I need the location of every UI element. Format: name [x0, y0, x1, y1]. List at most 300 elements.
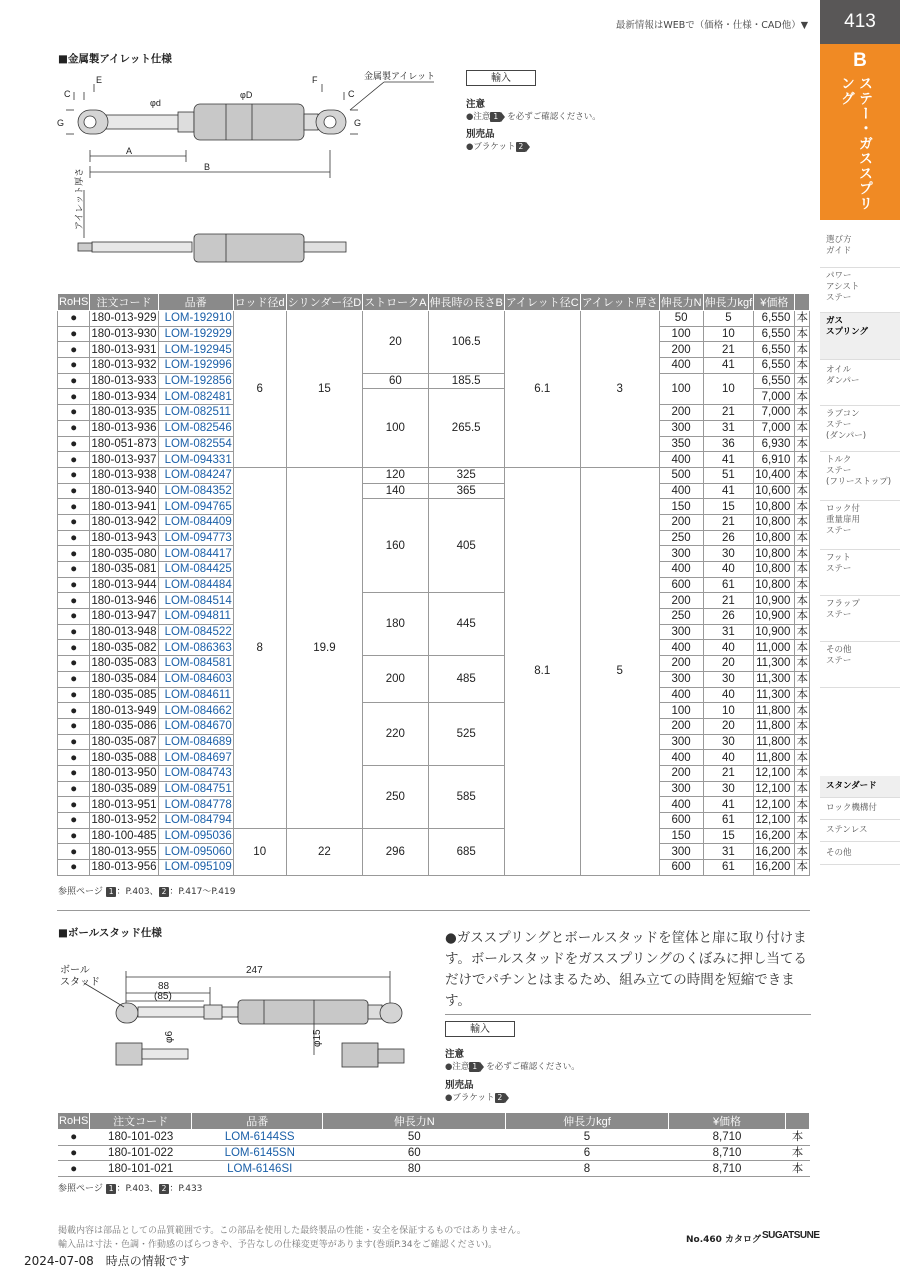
order-code: 180-013-937 [91, 453, 157, 466]
side-nav-item[interactable] [820, 406, 900, 452]
order-code: 180-035-089 [91, 782, 157, 795]
table-row [58, 483, 810, 499]
dim-85-label: (85) [154, 991, 172, 1002]
order-code: 180-013-932 [91, 359, 157, 372]
force-kgf: 21 [703, 593, 754, 609]
side-nav-line: ラブコン [826, 409, 860, 419]
unit: 本 [786, 1161, 810, 1177]
table-header: 伸長力N [659, 294, 703, 311]
force-n: 400 [659, 687, 703, 703]
table-row [58, 1145, 810, 1161]
order-code: 180-013-940 [91, 484, 157, 497]
part-number: LOM-192910 [158, 311, 233, 327]
stud-label: スタッド [60, 977, 100, 988]
price: 10,600 [754, 483, 795, 499]
extended-length: 485 [428, 656, 504, 703]
side-nav-item[interactable] [820, 313, 900, 360]
unit: 本 [796, 720, 808, 733]
unit: 本 [786, 1145, 810, 1161]
price: 6,550 [754, 342, 795, 358]
rohs-mark: ● [58, 452, 90, 468]
table-row [58, 499, 810, 515]
side-nav-line: ガイド [826, 246, 852, 256]
rohs-mark: ● [58, 420, 90, 436]
section-divider [57, 910, 810, 911]
rohs-mark: ● [58, 593, 90, 609]
force-kgf: 40 [703, 750, 754, 766]
rohs-mark: ● [58, 546, 90, 562]
rohs-mark: ● [58, 624, 90, 640]
unit: 本 [796, 641, 808, 654]
import-label-2: 輸入 [445, 1021, 515, 1037]
force-kgf: 36 [703, 436, 754, 452]
side-subnav-item[interactable]: ステンレス [820, 820, 900, 842]
stroke: 120 [363, 467, 428, 483]
unit: 本 [796, 767, 808, 780]
section-title-ballstud: ■ボールスタッド仕様 [58, 927, 162, 939]
stroke: 140 [363, 483, 428, 499]
price: 11,800 [754, 718, 795, 734]
price: 6,930 [754, 436, 795, 452]
order-code: 180-035-081 [91, 563, 157, 576]
price: 10,900 [754, 593, 795, 609]
force-n: 100 [659, 326, 703, 342]
dim-e-label: E [96, 75, 103, 85]
sold-text: ●ブラケット 2 [466, 140, 532, 152]
side-nav-line: (フリーストップ) [826, 477, 892, 487]
ref-pages-1: 参照ページ 1 ：P.403、 2 ：P.417～P.419 [58, 887, 236, 897]
eyelet-diameter: 6.1 [504, 311, 580, 468]
unit: 本 [796, 814, 808, 827]
price: 11,800 [754, 703, 795, 719]
footer-disclaimer-2: 輸入品は寸法・色調・作動感のばらつきや、予告なしの仕様変更等があります(巻頭P.34をご確認ください)。 [58, 1240, 498, 1250]
rohs-mark: ● [58, 436, 90, 452]
part-number: LOM-192856 [158, 373, 233, 389]
order-code: 180-013-941 [91, 500, 157, 513]
rohs-mark: ● [58, 389, 90, 405]
force-n: 50 [323, 1130, 506, 1146]
rohs-mark: ● [58, 373, 90, 389]
table-header: シリンダー径D [286, 294, 363, 311]
part-number: LOM-082511 [158, 405, 233, 421]
force-kgf: 31 [703, 420, 754, 436]
part-number: LOM-094331 [158, 452, 233, 468]
info-date: 2024-07-08 時点の情報です [24, 1254, 190, 1268]
side-nav-line: その他 [826, 645, 852, 655]
sold-heading: 別売品 [466, 129, 495, 140]
force-n: 300 [659, 734, 703, 750]
force-kgf: 6 [506, 1145, 669, 1161]
order-code: 180-013-935 [91, 406, 157, 419]
rohs-mark: ● [58, 514, 90, 530]
unit: 本 [796, 453, 808, 466]
table-row [58, 593, 810, 609]
rohs-mark: ● [58, 530, 90, 546]
side-subnav-item[interactable]: スタンダード [820, 776, 900, 798]
rohs-mark: ● [58, 326, 90, 342]
side-nav-item[interactable] [820, 501, 900, 550]
extended-length: 185.5 [428, 373, 504, 389]
order-code: 180-013-930 [91, 328, 157, 341]
force-kgf: 8 [506, 1161, 669, 1177]
eyelet-thickness: 3 [580, 311, 659, 468]
order-code: 180-035-085 [91, 688, 157, 701]
unit: 本 [796, 845, 808, 858]
price: 6,910 [754, 452, 795, 468]
part-number: LOM-086363 [158, 640, 233, 656]
force-kgf: 40 [703, 562, 754, 578]
note-heading-2: 注意 [445, 1049, 465, 1060]
order-code: 180-013-944 [91, 579, 157, 592]
unit: 本 [796, 469, 808, 482]
side-nav-line: 選び方 [826, 235, 852, 245]
unit: 本 [796, 594, 808, 607]
part-number: LOM-094773 [158, 530, 233, 546]
unit: 本 [796, 861, 808, 874]
dim-b-label: B [204, 162, 211, 172]
force-n: 200 [659, 718, 703, 734]
price: 6,550 [754, 373, 795, 389]
brand-logo: SUGATSUNE [762, 1230, 820, 1241]
extended-length: 525 [428, 703, 504, 766]
unit: 本 [796, 390, 808, 403]
force-n: 150 [659, 828, 703, 844]
force-n: 300 [659, 671, 703, 687]
table-header: 品番 [158, 294, 233, 311]
table-header: ロッド径d [233, 294, 286, 311]
rohs-mark: ● [58, 813, 90, 829]
force-kgf: 5 [703, 311, 754, 327]
extended-length: 265.5 [428, 389, 504, 467]
force-kgf: 20 [703, 656, 754, 672]
unit: 本 [796, 422, 808, 435]
force-n: 400 [659, 562, 703, 578]
part-number: LOM-192996 [158, 358, 233, 374]
eyelet-thickness: 5 [580, 467, 659, 875]
cylinder-diameter: 22 [286, 828, 363, 875]
category-title: ステー・ガススプリング [839, 76, 873, 211]
order-code: 180-013-931 [91, 343, 157, 356]
rohs-mark: ● [58, 718, 90, 734]
stroke: 60 [363, 373, 428, 389]
order-code: 180-035-080 [91, 547, 157, 560]
force-kgf: 21 [703, 514, 754, 530]
extended-length: 106.5 [428, 311, 504, 374]
force-kgf: 20 [703, 718, 754, 734]
force-n: 350 [659, 436, 703, 452]
ref-pages-2: 参照ページ 1 ：P.403、 2 ：P.433 [58, 1184, 203, 1194]
price: 10,800 [754, 530, 795, 546]
force-kgf: 10 [703, 703, 754, 719]
table-header [786, 1113, 810, 1130]
dim-247-label: 247 [246, 965, 263, 976]
order-code: 180-035-082 [91, 641, 157, 654]
price: 10,800 [754, 562, 795, 578]
section-title-eyelet: ■金属製アイレット仕様 [58, 53, 172, 65]
force-n: 60 [323, 1145, 506, 1161]
side-nav-item[interactable] [820, 452, 900, 501]
extended-length: 445 [428, 593, 504, 656]
price: 10,800 [754, 577, 795, 593]
part-number: LOM-084514 [158, 593, 233, 609]
side-nav-line: オイル [826, 365, 852, 375]
rohs-mark: ● [58, 765, 90, 781]
unit: 本 [786, 1130, 810, 1146]
rod-diameter: 6 [233, 311, 286, 468]
price: 12,100 [754, 797, 795, 813]
dim-phid-label: φd [150, 98, 161, 108]
force-n: 50 [659, 311, 703, 327]
order-code: 180-035-083 [91, 657, 157, 670]
order-code: 180-013-947 [91, 610, 157, 623]
rod-diameter: 10 [233, 828, 286, 875]
force-n: 200 [659, 765, 703, 781]
part-number: LOM-084247 [158, 467, 233, 483]
force-n: 400 [659, 358, 703, 374]
side-nav-line: ダンパー [826, 376, 860, 386]
unit: 本 [796, 673, 808, 686]
price: 8,710 [668, 1130, 785, 1146]
force-n: 150 [659, 499, 703, 515]
note-heading: 注意 [466, 99, 486, 110]
part-number: LOM-084670 [158, 718, 233, 734]
price: 8,710 [668, 1145, 785, 1161]
rohs-mark: ● [58, 734, 90, 750]
table-row [58, 656, 810, 672]
part-number: LOM-084352 [158, 483, 233, 499]
table-row [58, 1161, 810, 1177]
dim-a-label: A [126, 146, 133, 156]
unit: 本 [796, 657, 808, 670]
force-kgf: 30 [703, 546, 754, 562]
dim-phi6-label: φ6 [164, 1030, 175, 1043]
unit: 本 [796, 830, 808, 843]
part-number: LOM-082554 [158, 436, 233, 452]
force-kgf: 10 [703, 326, 754, 342]
unit: 本 [796, 626, 808, 639]
eyelet-diagram [54, 70, 454, 270]
force-kgf: 15 [703, 499, 754, 515]
table-header: アイレット厚さ [580, 294, 659, 311]
order-code: 180-101-022 [90, 1145, 192, 1161]
order-code: 180-035-088 [91, 751, 157, 764]
rohs-mark: ● [58, 562, 90, 578]
force-n: 100 [659, 703, 703, 719]
unit: 本 [796, 579, 808, 592]
table-row [58, 828, 810, 844]
stroke: 200 [363, 656, 428, 703]
unit: 本 [796, 516, 808, 529]
table-row [58, 311, 810, 327]
force-kgf: 41 [703, 797, 754, 813]
force-kgf: 61 [703, 860, 754, 876]
unit: 本 [796, 798, 808, 811]
force-kgf: 41 [703, 452, 754, 468]
price: 16,200 [754, 860, 795, 876]
order-code: 180-013-936 [91, 422, 157, 435]
force-kgf: 31 [703, 844, 754, 860]
table-header [795, 294, 810, 311]
rohs-mark: ● [58, 342, 90, 358]
table-header: 品番 [192, 1113, 323, 1130]
side-nav-item[interactable] [820, 268, 900, 313]
price: 6,550 [754, 311, 795, 327]
page-number: 413 [820, 0, 900, 44]
table-header: RoHS [58, 1113, 90, 1130]
price: 10,800 [754, 499, 795, 515]
price: 16,200 [754, 844, 795, 860]
table-header: 注文コード [90, 294, 158, 311]
force-kgf: 21 [703, 342, 754, 358]
force-kgf: 26 [703, 530, 754, 546]
part-number: LOM-094765 [158, 499, 233, 515]
force-n: 600 [659, 860, 703, 876]
rohs-mark: ● [58, 1130, 90, 1146]
part-number: LOM-084778 [158, 797, 233, 813]
rohs-mark: ● [58, 687, 90, 703]
table-row [58, 703, 810, 719]
table-header: ¥価格 [754, 294, 795, 311]
extended-length: 365 [428, 483, 504, 499]
part-number: LOM-192929 [158, 326, 233, 342]
import-label: 輸入 [466, 70, 536, 86]
rohs-mark: ● [58, 656, 90, 672]
price: 16,200 [754, 828, 795, 844]
side-nav-line: ロック付 [826, 504, 860, 514]
side-nav-item[interactable] [820, 596, 900, 642]
side-subnav-item[interactable]: ロック機構付 [820, 798, 900, 820]
force-kgf: 26 [703, 609, 754, 625]
side-nav-item[interactable] [820, 642, 900, 688]
unit: 本 [796, 610, 808, 623]
sold-heading-2: 別売品 [445, 1080, 474, 1091]
table-header: 伸長時の長さB [428, 294, 504, 311]
price: 11,300 [754, 656, 795, 672]
ballstud-description: ●ガススプリングとボールスタッドを筐体と扉に取り付けます。ボールスタッドをガススプリングのくぼみに押し当てるだけでパチンとはまるため、組み立ての時間を短縮できます。 [445, 930, 807, 1009]
eyelet-label: 金属製アイレット [364, 71, 436, 81]
side-nav-line: フラップ [826, 599, 860, 609]
force-kgf: 31 [703, 624, 754, 640]
force-n: 300 [659, 420, 703, 436]
order-code: 180-101-023 [90, 1130, 192, 1146]
force-n: 250 [659, 609, 703, 625]
force-n: 100 [659, 373, 703, 404]
web-info-link[interactable]: 最新情報はWEBで（価格・仕様・CAD他）▼ [615, 20, 808, 31]
side-nav-line: フット [826, 553, 851, 563]
force-kgf: 61 [703, 813, 754, 829]
dim-f-label: F [312, 75, 318, 85]
dim-c-label: C [64, 89, 71, 99]
force-n: 500 [659, 467, 703, 483]
stroke: 100 [363, 389, 428, 467]
extended-length: 325 [428, 467, 504, 483]
force-kgf: 61 [703, 577, 754, 593]
rohs-mark: ● [58, 1161, 90, 1177]
unit: 本 [796, 688, 808, 701]
stroke: 20 [363, 311, 428, 374]
side-nav-line: トルク [826, 455, 852, 465]
force-kgf: 30 [703, 671, 754, 687]
dim-phi15-label: φ15 [312, 1029, 323, 1047]
stroke: 220 [363, 703, 428, 766]
part-number: LOM-6145SN [192, 1145, 323, 1161]
force-n: 80 [323, 1161, 506, 1177]
rohs-mark: ● [58, 467, 90, 483]
part-number: LOM-192945 [158, 342, 233, 358]
rohs-mark: ● [58, 860, 90, 876]
force-kgf: 10 [703, 373, 754, 404]
side-nav-item[interactable] [820, 362, 900, 406]
table-row [58, 1130, 810, 1146]
extended-length: 685 [428, 828, 504, 875]
stroke: 250 [363, 765, 428, 828]
part-number: LOM-082546 [158, 420, 233, 436]
part-number: LOM-084794 [158, 813, 233, 829]
force-n: 400 [659, 797, 703, 813]
unit: 本 [796, 406, 808, 419]
side-nav-line: ステー [826, 564, 852, 574]
order-code: 180-013-948 [91, 626, 157, 639]
side-nav-line: スプリング [826, 327, 868, 337]
sold-badge: 2 [516, 142, 527, 152]
force-n: 200 [659, 405, 703, 421]
rohs-mark: ● [58, 640, 90, 656]
side-nav-item[interactable] [820, 550, 900, 596]
force-n: 400 [659, 750, 703, 766]
table-header: 伸長力N [323, 1113, 506, 1130]
dim-phiD-label: φD [240, 90, 253, 100]
force-kgf: 51 [703, 467, 754, 483]
part-number: LOM-082481 [158, 389, 233, 405]
force-n: 200 [659, 593, 703, 609]
force-n: 200 [659, 656, 703, 672]
side-nav-line: ステー [826, 656, 852, 666]
table-header: 伸長力kgf [703, 294, 754, 311]
side-nav-item[interactable] [820, 232, 900, 268]
extended-length: 405 [428, 499, 504, 593]
side-subnav-item[interactable]: その他 [820, 843, 900, 865]
order-code: 180-013-951 [91, 798, 157, 811]
rohs-mark: ● [58, 311, 90, 327]
table-header: 注文コード [90, 1113, 192, 1130]
dim-c2-label: C [348, 89, 355, 99]
stroke: 160 [363, 499, 428, 593]
order-code: 180-101-021 [90, 1161, 192, 1177]
order-code: 180-035-084 [91, 673, 157, 686]
table-header: RoHS [58, 294, 90, 311]
force-n: 600 [659, 813, 703, 829]
price: 7,000 [754, 405, 795, 421]
eyelet-spec-table [57, 293, 810, 876]
unit: 本 [796, 704, 808, 717]
price: 7,000 [754, 420, 795, 436]
part-number: LOM-084697 [158, 750, 233, 766]
unit: 本 [796, 500, 808, 513]
force-n: 600 [659, 577, 703, 593]
part-number: LOM-084417 [158, 546, 233, 562]
force-kgf: 41 [703, 358, 754, 374]
part-number: LOM-084581 [158, 656, 233, 672]
sold-badge-2: 2 [495, 1093, 506, 1103]
part-number: LOM-084743 [158, 765, 233, 781]
side-nav-line: 重量扉用 [826, 515, 861, 525]
table-row [58, 373, 810, 389]
table-row [58, 467, 810, 483]
unit: 本 [796, 563, 808, 576]
table-header: ストロークA [363, 294, 428, 311]
order-code: 180-100-485 [91, 830, 157, 843]
force-n: 200 [659, 342, 703, 358]
